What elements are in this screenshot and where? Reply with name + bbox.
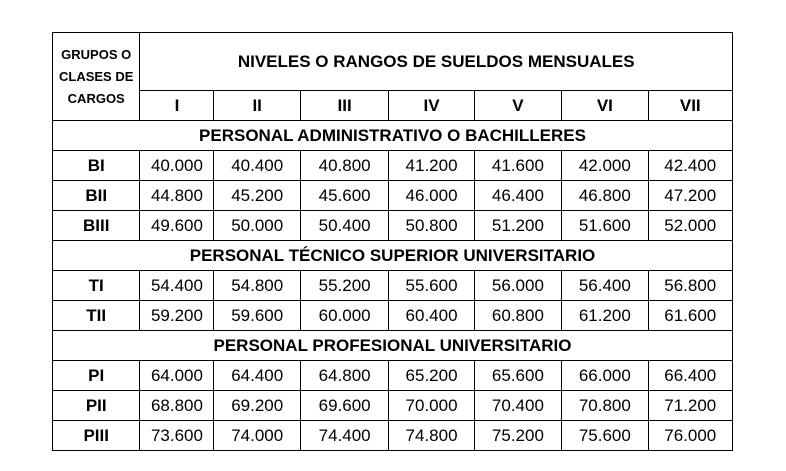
group-label: BIII <box>53 211 140 241</box>
salary-value: 66.000 <box>562 361 648 391</box>
salary-value: 60.400 <box>389 301 474 331</box>
salary-value: 50.400 <box>300 211 388 241</box>
salary-value: 54.400 <box>140 271 214 301</box>
salary-scale-table <box>52 32 733 451</box>
salary-value: 46.400 <box>474 181 561 211</box>
salary-value: 64.400 <box>214 361 300 391</box>
level-header: VI <box>562 91 648 121</box>
group-label: BII <box>53 181 140 211</box>
salary-value: 47.200 <box>648 181 732 211</box>
table-row <box>53 361 733 391</box>
level-header: II <box>214 91 300 121</box>
salary-value: 76.000 <box>648 421 732 451</box>
salary-value: 55.600 <box>389 271 474 301</box>
salary-value: 65.600 <box>474 361 561 391</box>
salary-value: 71.200 <box>648 391 732 421</box>
salary-value: 61.200 <box>562 301 648 331</box>
salary-value: 56.400 <box>562 271 648 301</box>
salary-value: 61.600 <box>648 301 732 331</box>
salary-value: 46.800 <box>562 181 648 211</box>
salary-value: 74.000 <box>214 421 300 451</box>
level-header: VII <box>648 91 732 121</box>
groups-header-line: GRUPOS O <box>61 46 132 62</box>
group-label: PII <box>53 391 140 421</box>
group-label: TI <box>53 271 140 301</box>
salary-value: 70.800 <box>562 391 648 421</box>
group-label: PIII <box>53 421 140 451</box>
section-title: PERSONAL ADMINISTRATIVO O BACHILLERES <box>53 121 733 151</box>
salary-value: 50.800 <box>389 211 474 241</box>
salary-value: 41.200 <box>389 151 474 181</box>
salary-value: 49.600 <box>140 211 214 241</box>
sections-body <box>53 121 733 451</box>
section-title-row <box>53 241 733 271</box>
salary-value: 59.200 <box>140 301 214 331</box>
salary-value: 56.000 <box>474 271 561 301</box>
salary-value: 74.800 <box>389 421 474 451</box>
salary-value: 60.800 <box>474 301 561 331</box>
salary-value: 73.600 <box>140 421 214 451</box>
salary-value: 70.400 <box>474 391 561 421</box>
salary-value: 41.600 <box>474 151 561 181</box>
salary-value: 66.400 <box>648 361 732 391</box>
section-title: PERSONAL TÉCNICO SUPERIOR UNIVERSITARIO <box>53 241 733 271</box>
salary-value: 59.600 <box>214 301 300 331</box>
salary-value: 54.800 <box>214 271 300 301</box>
group-label: PI <box>53 361 140 391</box>
salary-value: 64.800 <box>300 361 388 391</box>
groups-header-line: CARGOS <box>67 90 125 106</box>
salary-value: 69.600 <box>300 391 388 421</box>
table-row <box>53 181 733 211</box>
level-header: I <box>140 91 214 121</box>
table-row <box>53 211 733 241</box>
salary-value: 51.600 <box>562 211 648 241</box>
table-row <box>53 151 733 181</box>
table-row <box>53 271 733 301</box>
salary-value: 56.800 <box>648 271 732 301</box>
salary-value: 42.000 <box>562 151 648 181</box>
section-title: PERSONAL PROFESIONAL UNIVERSITARIO <box>53 331 733 361</box>
salary-value: 64.000 <box>140 361 214 391</box>
levels-row <box>53 91 733 121</box>
salary-value: 68.800 <box>140 391 214 421</box>
salary-value: 45.200 <box>214 181 300 211</box>
section-title-row <box>53 331 733 361</box>
salary-value: 60.000 <box>300 301 388 331</box>
salary-value: 69.200 <box>214 391 300 421</box>
salary-value: 46.000 <box>389 181 474 211</box>
salary-value: 44.800 <box>140 181 214 211</box>
salary-value: 51.200 <box>474 211 561 241</box>
salary-value: 75.200 <box>474 421 561 451</box>
salary-value: 55.200 <box>300 271 388 301</box>
salary-value: 50.000 <box>214 211 300 241</box>
level-header: III <box>300 91 388 121</box>
salary-value: 74.400 <box>300 421 388 451</box>
table-row <box>53 391 733 421</box>
levels-main-header: NIVELES O RANGOS DE SUELDOS MENSUALES <box>140 33 733 91</box>
level-header: V <box>474 91 561 121</box>
salary-value: 40.400 <box>214 151 300 181</box>
salary-value: 40.000 <box>140 151 214 181</box>
salary-value: 42.400 <box>648 151 732 181</box>
salary-value: 45.600 <box>300 181 388 211</box>
salary-value: 70.000 <box>389 391 474 421</box>
table-row <box>53 301 733 331</box>
salary-value: 65.200 <box>389 361 474 391</box>
salary-value: 75.600 <box>562 421 648 451</box>
groups-header-cell <box>53 33 140 121</box>
groups-header-line: CLASES DE <box>59 68 134 84</box>
header-row <box>53 33 733 91</box>
group-label: BI <box>53 151 140 181</box>
section-title-row <box>53 121 733 151</box>
salary-value: 40.800 <box>300 151 388 181</box>
salary-value: 52.000 <box>648 211 732 241</box>
level-header: IV <box>389 91 474 121</box>
group-label: TII <box>53 301 140 331</box>
table-row <box>53 421 733 451</box>
